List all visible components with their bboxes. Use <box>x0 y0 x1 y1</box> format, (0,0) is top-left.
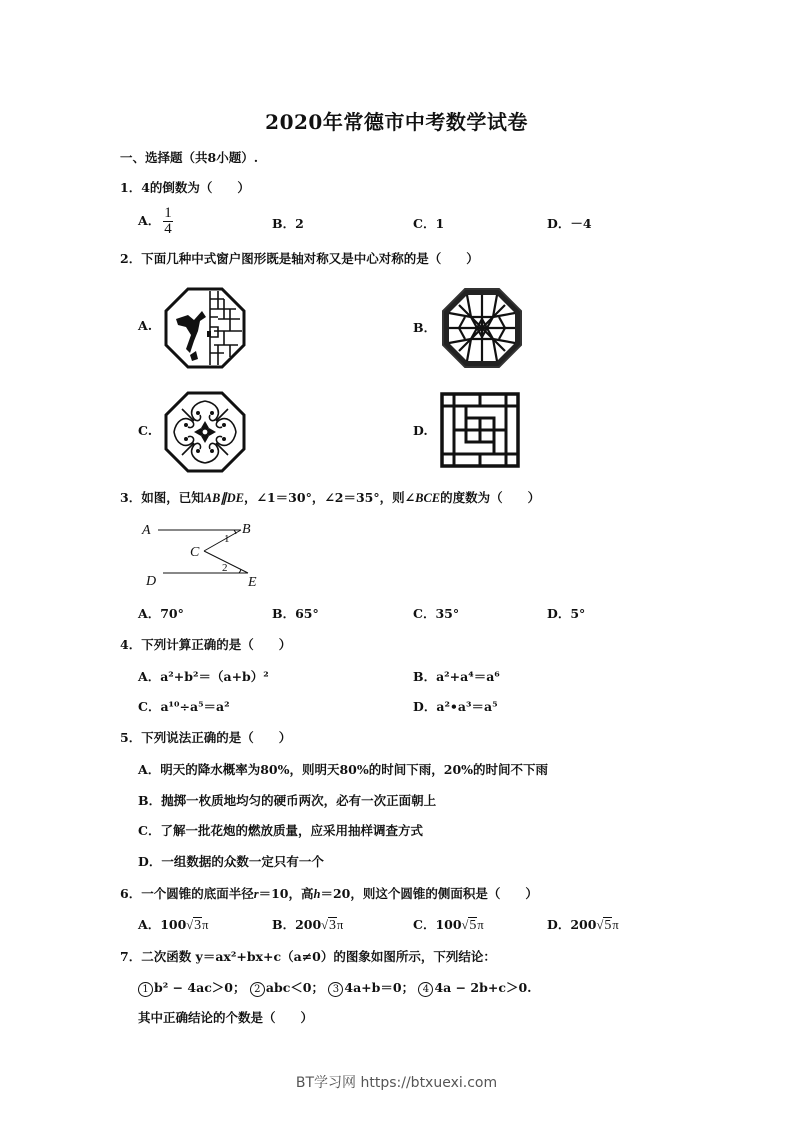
q3-option-d <box>547 604 585 622</box>
coefficient: 200 <box>295 917 322 932</box>
stem-text: 3．如图，已知 <box>120 490 204 505</box>
option-value: 70° <box>160 606 184 621</box>
stem-text: 的度数为（ ） <box>440 490 541 505</box>
stem-text: ＝20，则这个圆锥的侧面积是（ ） <box>320 886 538 901</box>
question-6-stem <box>120 884 538 902</box>
math-bce: BCE <box>415 491 441 505</box>
stem-text: ＝10，高 <box>258 886 314 901</box>
option-label: B． <box>413 669 437 684</box>
q7-conclusions <box>138 978 532 997</box>
option-label: B． <box>138 793 162 808</box>
conclusion-2: abc＜0； <box>265 980 325 995</box>
question-1-stem: 1．4的倒数为（ ） <box>120 180 250 195</box>
q1-option-d <box>547 214 592 232</box>
point-e-label: E <box>248 575 257 590</box>
q4-option-d <box>413 697 498 715</box>
q3-option-a <box>138 604 184 622</box>
option-label: D． <box>413 699 437 714</box>
fraction <box>163 206 173 237</box>
option-label: C． <box>413 917 436 932</box>
math-h: h <box>313 887 321 901</box>
option-label: B． <box>272 917 296 932</box>
option-label: D． <box>138 854 162 869</box>
q6-option-c <box>413 915 484 934</box>
math-ab-de: AB∥DE <box>203 491 244 505</box>
window-ice-crack-icon <box>441 287 523 369</box>
page-title: 2020年常德市中考数学试卷 <box>265 110 528 134</box>
q1-option-c <box>413 214 444 232</box>
radicand: 3 <box>194 918 202 933</box>
option-value: a¹⁰÷a⁵＝a² <box>160 699 230 714</box>
option-value: a²•a³＝a⁵ <box>436 699 498 714</box>
option-value: 5° <box>570 606 586 621</box>
circled-number-icon: 3 <box>328 982 343 997</box>
option-value: a²+b²＝（a+b）² <box>160 669 269 684</box>
coefficient: 200 <box>570 917 597 932</box>
window-swastika-lattice-icon <box>440 392 520 468</box>
circled-number-icon: 1 <box>138 982 153 997</box>
angle-2-label: 2 <box>222 562 228 574</box>
numerator: 1 <box>164 205 172 221</box>
point-a-label: A <box>142 523 151 538</box>
sqrt-icon: √5 <box>596 918 612 933</box>
q3-option-b <box>272 604 319 622</box>
option-label: A． <box>138 213 161 228</box>
q2-option-a-label: A. <box>138 318 153 333</box>
coefficient: 100 <box>160 917 187 932</box>
q2-option-c-label: C. <box>138 423 153 438</box>
q1-option-a <box>138 206 173 237</box>
question-7-ask: 其中正确结论的个数是（ ） <box>138 1010 314 1025</box>
radicand: 3 <box>329 918 337 933</box>
window-plum-branch-icon <box>164 287 246 369</box>
option-value: a²+a⁴＝a⁶ <box>436 669 500 684</box>
circled-number-icon: 2 <box>250 982 265 997</box>
option-value: 抛掷一枚质地均匀的硬币两次，必有一次正面朝上 <box>161 793 437 808</box>
sqrt-icon: √5 <box>461 918 477 933</box>
circled-number-icon: 4 <box>418 982 433 997</box>
q4-option-a <box>138 667 269 685</box>
option-value: －4 <box>570 216 592 231</box>
pi: π <box>477 918 484 932</box>
q5-option-c <box>138 821 423 839</box>
footer-watermark: BT学习网 https://btxuexi.com <box>295 1075 498 1091</box>
q6-option-b <box>272 915 343 934</box>
option-label: B． <box>272 216 296 231</box>
q2-option-b-label: B． <box>413 320 437 335</box>
question-4-stem: 4．下列计算正确的是（ ） <box>120 637 292 652</box>
option-value: 1 <box>435 216 445 231</box>
sqrt-icon: √3 <box>186 918 202 933</box>
pi: π <box>337 918 344 932</box>
pi: π <box>202 918 209 932</box>
parallel-lines-figure <box>138 518 268 593</box>
option-label: C． <box>138 699 161 714</box>
sqrt-icon: √3 <box>321 918 337 933</box>
question-2-stem: 2．下面几种中式窗户图形既是轴对称又是中心对称的是（ ） <box>120 251 479 266</box>
option-value: 2 <box>295 216 304 231</box>
conclusion-4: 4a − 2b+c＞0. <box>434 980 532 995</box>
option-label: C． <box>413 606 436 621</box>
option-value: 明天的降水概率为80%，则明天80%的时间下雨，20%的时间不下雨 <box>160 762 549 777</box>
q6-option-a <box>138 915 208 934</box>
stem-text: 6．一个圆锥的底面半径 <box>120 886 254 901</box>
option-label: D． <box>547 917 571 932</box>
option-value: 一组数据的众数一定只有一个 <box>161 854 324 869</box>
radicand: 5 <box>604 918 612 933</box>
option-value: 35° <box>435 606 460 621</box>
window-scroll-pattern-icon <box>164 391 246 473</box>
stem-text: ，∠1＝30°，∠2＝35°，则∠ <box>244 490 416 505</box>
question-5-stem: 5．下列说法正确的是（ ） <box>120 730 292 745</box>
question-3-stem <box>120 488 540 506</box>
denominator: 4 <box>164 221 172 237</box>
question-7-stem: 7．二次函数 y＝ax²+bx+c（a≠0）的图象如图所示，下列结论： <box>120 949 496 964</box>
pi: π <box>612 918 619 932</box>
q5-option-a <box>138 760 548 778</box>
option-label: A． <box>138 917 161 932</box>
point-b-label: B <box>242 522 251 537</box>
point-d-label: D <box>146 574 157 589</box>
conclusion-3: 4a+b＝0； <box>344 980 415 995</box>
radicand: 5 <box>469 918 477 933</box>
q4-option-c <box>138 697 230 715</box>
section-heading: 一、选择题（共8小题）. <box>120 150 259 165</box>
option-label: B． <box>272 606 296 621</box>
option-label: D． <box>547 216 571 231</box>
angle-1-label: 1 <box>224 533 230 545</box>
math-r: r <box>253 887 259 901</box>
option-value: 65° <box>295 606 319 621</box>
conclusion-1: b² − 4ac＞0； <box>154 980 246 995</box>
q5-option-b <box>138 791 436 809</box>
option-label: A． <box>138 762 161 777</box>
q3-option-c <box>413 604 459 622</box>
q6-option-d <box>547 915 619 934</box>
option-value: 了解一批花炮的燃放质量，应采用抽样调查方式 <box>160 823 423 838</box>
q4-option-b <box>413 667 500 685</box>
point-c-label: C <box>190 545 200 560</box>
option-label: D． <box>547 606 571 621</box>
coefficient: 100 <box>435 917 462 932</box>
option-label: C． <box>138 823 161 838</box>
q2-option-d-label: D. <box>413 423 428 438</box>
q1-option-b <box>272 214 304 232</box>
option-label: A． <box>138 669 161 684</box>
option-label: A． <box>138 606 161 621</box>
q5-option-d <box>138 852 324 870</box>
option-label: C． <box>413 216 436 231</box>
